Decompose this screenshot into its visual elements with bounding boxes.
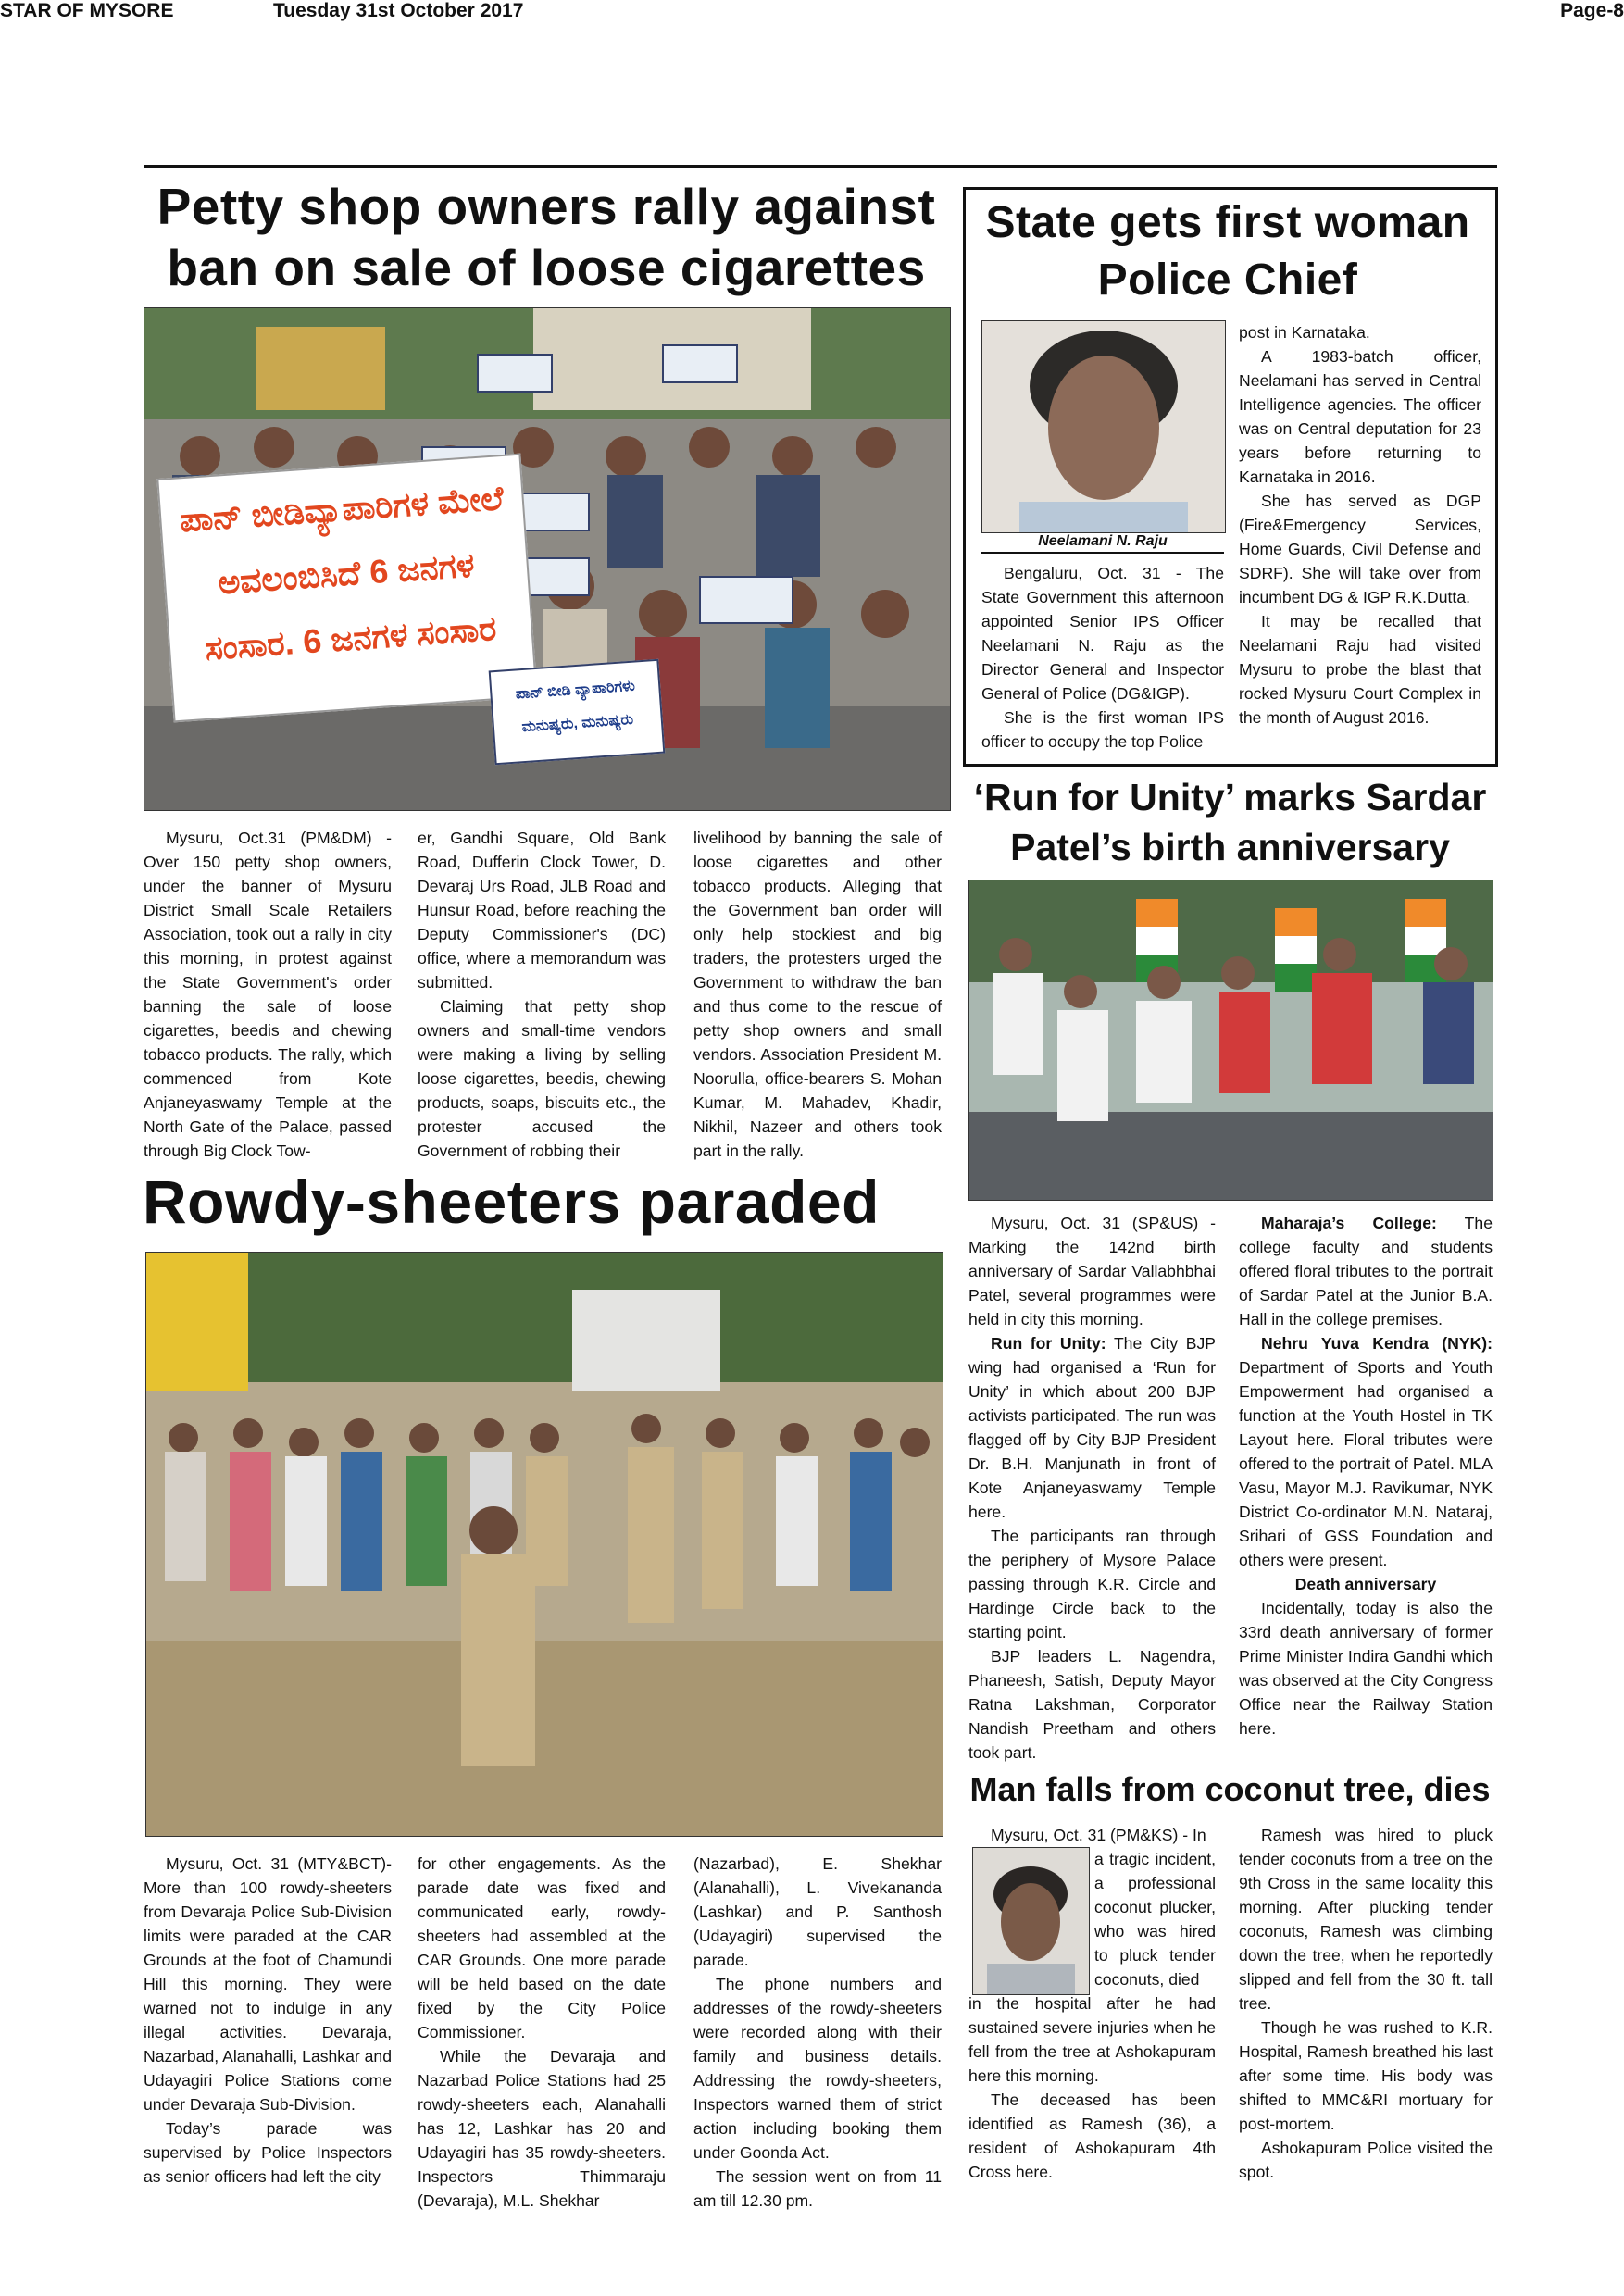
story2-headline-line2: Police Chief: [1097, 256, 1358, 305]
sign2-line2: ಮನುಷ್ಯರು, ಮನುಷ್ಯರು: [521, 711, 634, 736]
story1-headline-line1: Petty shop owners rally against: [156, 178, 936, 235]
portrait-caption: Neelamani N. Raju: [981, 533, 1224, 554]
story4-headline: Rowdy-sheeters paraded: [143, 1167, 880, 1236]
story5-column-right: [1239, 1823, 1493, 2184]
story3-headline: [963, 772, 1497, 872]
story3-right-para1: The college faculty and students offered floral tributes to the portrait of Sardar Patel at the Junior B.A. Hall in the college premises.: [1239, 1214, 1493, 1329]
issue-date: Tuesday 31st October 2017: [273, 0, 524, 21]
story2-right-para1: A 1983-batch officer, Neelamani has served in Central Intelligence agencies. The officer was on Central deputation for 23 years before returning to Karnataka in 2016.: [1239, 347, 1481, 486]
sign1-line2: ಅವಲಂಬಿಸಿದೆ 6 ಜನಗಳ: [217, 545, 476, 602]
story2-right-para0: post in Karnataka.: [1239, 323, 1370, 342]
story3-left-para4: BJP leaders L. Nagendra, Phaneesh, Satish, Deputy Mayor Ratna Lakshman, Corporator Nandish Preetham and others took part.: [968, 1647, 1216, 1762]
story5-left-para1-cont: in the hospital after he had sustained severe injuries when he fell from the tree at Ashokapuram here this morning.: [968, 1994, 1216, 2085]
story1-headline: [139, 176, 954, 298]
story1-col2-para2: Claiming that petty shop owners and small-time vendors were making a living by selling loose cigarettes, beedis, chewing products, soaps, biscuits etc., the protester accused the Government of robbing their: [418, 997, 666, 1160]
story4-column-2: [418, 1852, 666, 2213]
story5-headline: Man falls from coconut tree, dies: [969, 1770, 1491, 1808]
page-number: Page-8: [1560, 0, 1624, 21]
paper-name: STAR OF MYSORE: [0, 0, 174, 21]
death-anniversary-subhead: Death anniversary: [1294, 1575, 1437, 1593]
story3-left-para2: The City BJP wing had organised a ‘Run for Unity’ in which about 200 BJP activists participated. The run was flagged off by City BJP President Dr. B.H. Manjunath in front of Kote Anjaneyaswamy Temple here.: [968, 1334, 1216, 1521]
story4-col1-para1: Mysuru, Oct. 31 (MTY&BCT)- More than 100 rowdy-sheeters from Devaraja Police Sub-Division limits were paraded at the CAR Grounds at the foot of Chamundi Hill this morning. They were warned not to indulge in any illegal activities. Devaraja, Nazarbad, Alanahalli, Lashkar and Udayagiri Police Stations come under Devaraja Sub-Division.: [144, 1854, 392, 2114]
masthead: [0, 0, 1624, 28]
story5-column-left: [968, 1823, 1216, 2184]
story1-col1-text: Mysuru, Oct.31 (PM&DM) - Over 150 petty shop owners, under the banner of Mysuru District Small Scale Retailers Association, took out a rally in city this morning, in protest against the State Government's order banning the sale of loose cigarettes, beedis and chewing tobacco products. The rally, which commenced from Kote Anjaneyaswamy Temple at the North Gate of the Palace, passed through Big Clock Tow-: [144, 829, 392, 1160]
story2-column-right: [1239, 320, 1481, 730]
story4-col1-para2: Today’s parade was supervised by Police Inspectors as senior officers had left the city: [144, 2119, 392, 2186]
masthead-rule: [144, 165, 1497, 168]
nyk-subhead: Nehru Yuva Kendra (NYK):: [1261, 1334, 1493, 1353]
run-for-unity-illustration: [969, 880, 1493, 1200]
story1-col3-text: livelihood by banning the sale of loose cigarettes and other tobacco products. Alleging that the Government ban order will only help stockiest and big traders, the protesters urged the Government to withdraw the ban and thus come to the rescue of petty shop owners and small vendors. Association President M. Noorulla, office-bearers S. Mohan Kumar, M. Mahadev, Khadir, Nikhil, Nazeer and others took part in the rally.: [693, 829, 942, 1160]
story5-left-para1-wrap: a tragic incident, a professional coconut plucker, who was hired to pluck tender coconuts, died: [1094, 1850, 1216, 1989]
story3-headline-line2: Patel’s birth anniversary: [1010, 826, 1450, 868]
protest-sign-large: [156, 454, 537, 723]
story4-col3-para2: The phone numbers and addresses of the rowdy-sheeters were recorded along with their family and business details. Addressing the rowdy-sheeters, Inspectors warned them of strict action including booking them under Goonda Act.: [693, 1975, 942, 2162]
story2-right-para2: She has served as DGP (Fire&Emergency Services, Home Guards, Civil Defense and SDRF). She will take over from incumbent DG & IGP R.K.Dutta.: [1239, 492, 1481, 606]
story5-left-dateline: Mysuru, Oct. 31 (PM&KS) - In: [991, 1826, 1206, 1844]
story1-col2-para1: er, Gandhi Square, Old Bank Road, Dufferin Clock Tower, D. Devaraj Urs Road, JLB Road and Hunsur Road, before reaching the Deputy Commissioner's (DC) office, where a memorandum was submitted.: [418, 829, 666, 992]
story2-column-left: [981, 561, 1224, 754]
story1-headline-line2: ban on sale of loose cigarettes: [167, 239, 926, 296]
story3-column-right: [1239, 1211, 1493, 1741]
story2-right-para3: It may be recalled that Neelamani Raju had visited Mysuru to probe the blast that rocked Mysuru Court Complex in the month of August 2016.: [1239, 612, 1481, 727]
sign1-line1: ಪಾನ್ ಬೀಡಿವ್ಯಾಪಾರಿಗಳ ಮೇಲೆ: [178, 479, 506, 540]
protest-sign-small: [489, 659, 666, 766]
story4-col2-para2: While the Devaraja and Nazarbad Police Stations had 25 rowdy-sheeters each, Alanahalli has 12, Lashkar has 20 and Udayagiri has 35 rowdy-sheeters. Inspectors Thimmaraju (Devaraja), M.L. Shekhar: [418, 2047, 666, 2210]
story5-right-para1: Ramesh was hired to pluck tender coconuts from a tree on the 9th Cross in the same locality this morning. After plucking tender coconuts, Ramesh was climbing down the tree, when he reportedly slipped and fell from the 30 ft. tall tree.: [1239, 1826, 1493, 2013]
story5-right-para2: Though he was rushed to K.R. Hospital, Ramesh breathed his last after some time. His body was shifted to MMC&RI mortuary for post-mortem.: [1239, 2018, 1493, 2133]
story3-column-left: [968, 1211, 1216, 1765]
story3-headline-line1: ‘Run for Unity’ marks Sardar: [973, 776, 1487, 818]
story1-column-2: [418, 826, 666, 1163]
story4-photo: [145, 1252, 943, 1837]
story1-column-1: [144, 826, 392, 1163]
story4-col2-para1: for other engagements. As the parade date was fixed and communicated early, rowdy-sheeters had assembled at the CAR Grounds. One more parade will be held based on the date fixed by the City Police Commissioner.: [418, 1854, 666, 2041]
story3-left-para3: The participants ran through the periphery of Mysore Palace passing through K.R. Circle and Hardinge Circle back to the starting point.: [968, 1527, 1216, 1641]
story3-right-para2: Department of Sports and Youth Empowerment had organised a function at the Youth Hostel in TK Layout here. Floral tributes were offered to the portrait of Patel. MLA Vasu, Mayor M.J. Ravikumar, NYK District Co-ordinator M.N. Nataraj, Srihari of GSS Foundation and others were present.: [1239, 1358, 1493, 1569]
story4-col3-para1: (Nazarbad), E. Shekhar (Alanahalli), L. Vivekananda (Lashkar) and P. Santhosh (Udayagiri) supervised the parade.: [693, 1854, 942, 1969]
portrait-illustration: [982, 321, 1225, 532]
story2-left-para1: Bengaluru, Oct. 31 - The State Government this afternoon appointed Senior IPS Officer Neelamani N. Raju as the Director General and Inspector General of Police (DG&IGP).: [981, 564, 1224, 703]
story5-right-para3: Ashokapuram Police visited the spot.: [1239, 2139, 1493, 2181]
neelamani-portrait: [981, 320, 1226, 533]
story1-photo: [144, 307, 951, 811]
story2-left-para2: She is the first woman IPS officer to occupy the top Police: [981, 708, 1224, 751]
parade-photo-illustration: [146, 1253, 943, 1836]
story5-left-para2: The deceased has been identified as Ramesh (36), a resident of Ashokapuram 4th Cross here.: [968, 2090, 1216, 2181]
sign1-line3: ಸಂಸಾರ. 6 ಜನಗಳ ಸಂಸಾರ: [204, 608, 498, 668]
story2-headline-line1: State gets first woman: [985, 198, 1470, 247]
story4-column-3: [693, 1852, 942, 2213]
story2-headline: [968, 194, 1488, 309]
story4-col3-para3: The session went on from 11 am till 12.30 pm.: [693, 2167, 942, 2210]
story3-left-para1: Mysuru, Oct. 31 (SP&US) - Marking the 142nd birth anniversary of Sardar Vallabhbhai Patel, several programmes were held in city this morning.: [968, 1214, 1216, 1329]
story3-photo: [968, 880, 1493, 1201]
maharajas-college-subhead: Maharaja’s College:: [1261, 1214, 1437, 1232]
story4-column-1: [144, 1852, 392, 2189]
sign2-line1: ಪಾನ್ ಬೀಡಿ ವ್ಯಾಪಾರಿಗಳು: [515, 678, 636, 703]
run-for-unity-subhead: Run for Unity:: [991, 1334, 1106, 1353]
story3-right-para3: Incidentally, today is also the 33rd death anniversary of former Prime Minister Indira Gandhi which was observed at the City Congress Office near the Railway Station here.: [1239, 1599, 1493, 1738]
story1-column-3: [693, 826, 942, 1163]
